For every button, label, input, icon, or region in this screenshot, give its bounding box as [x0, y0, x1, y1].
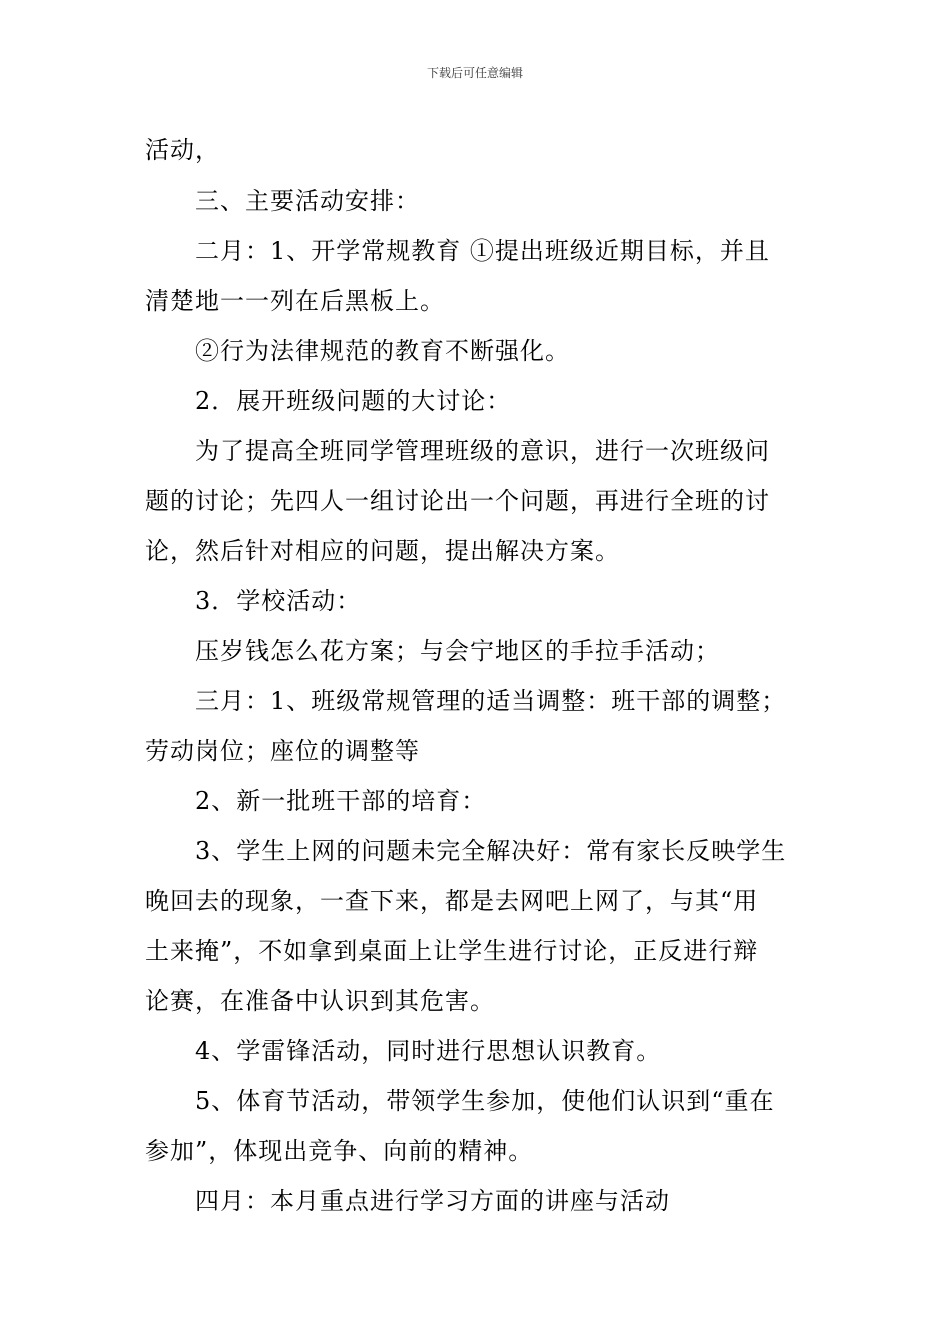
text-line: 5、体育节活动，带领学生参加，使他们认识到“重在 [195, 1087, 775, 1115]
text-line: 2．展开班级问题的大讨论： [195, 387, 512, 415]
text-line: 3．学校活动： [195, 587, 362, 615]
text-line: 劳动岗位；座位的调整等 [145, 737, 420, 765]
section-heading: 三、主要活动安排： [195, 187, 420, 215]
text-line: 3、学生上网的问题未完全解决好：常有家长反映学生 [195, 837, 787, 865]
text-line: 题的讨论；先四人一组讨论出一个问题，再进行全班的讨 [145, 487, 770, 515]
text-line: ②行为法律规范的教育不断强化。 [195, 337, 570, 365]
text-line: 论赛，在准备中认识到其危害。 [145, 987, 495, 1015]
text-line: 为了提高全班同学管理班级的意识，进行一次班级问 [195, 437, 770, 465]
text-line: 2、新一批班干部的培育： [195, 787, 487, 815]
text-line: 土来掩”，不如拿到桌面上让学生进行讨论，正反进行辩 [145, 937, 759, 965]
text-line: 论，然后针对相应的问题，提出解决方案。 [145, 537, 620, 565]
text-line: 压岁钱怎么花方案；与会宁地区的手拉手活动； [195, 637, 720, 665]
text-line: 活动， [145, 136, 220, 164]
text-line: 晚回去的现象，一查下来，都是去网吧上网了，与其“用 [145, 887, 759, 915]
text-line: 清楚地一一列在后黑板上。 [145, 287, 445, 315]
text-line: 三月：1、班级常规管理的适当调整：班干部的调整； [195, 687, 787, 715]
page-header: 下载后可任意编辑 [426, 66, 523, 80]
text-line: 四月：本月重点进行学习方面的讲座与活动 [195, 1187, 670, 1215]
text-line: 二月：1、开学常规教育 ①提出班级近期目标，并且 [195, 237, 770, 265]
text-line: 参加”，体现出竞争、向前的精神。 [145, 1137, 534, 1165]
text-line: 4、学雷锋活动，同时进行思想认识教育。 [195, 1037, 662, 1065]
